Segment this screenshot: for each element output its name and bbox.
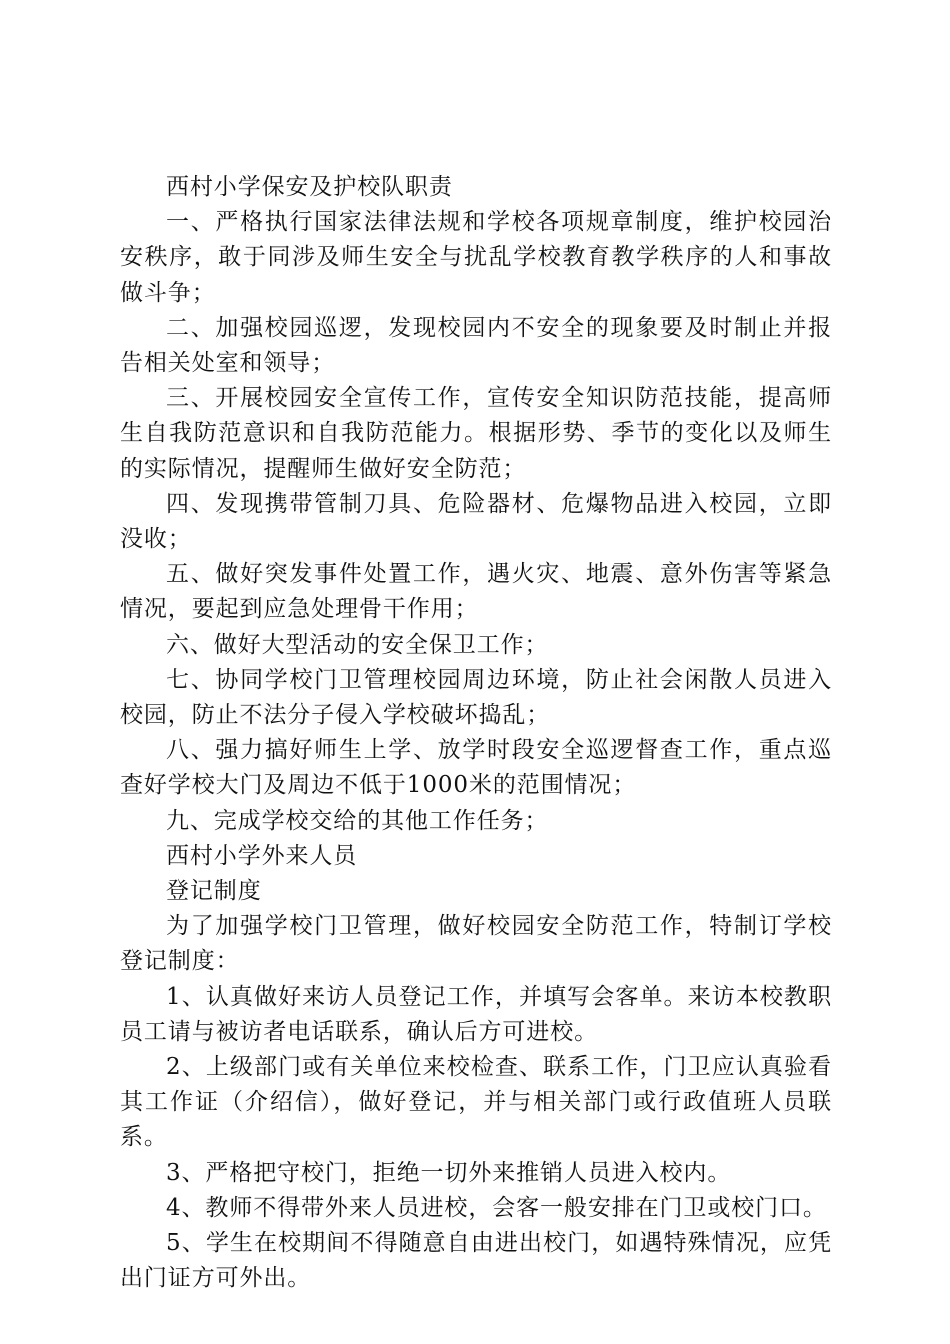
heading-visitor-registration-line1: 西村小学外来人员 — [166, 842, 358, 869]
duty-item-5: 五、做好突发事件处置工作，遇火灾、地震、意外伤害等紧急情况，要起到应急处理骨干作用； — [120, 561, 832, 623]
rule-item-5: 5、学生在校期间不得随意自由进出校门，如遇特殊情况，应凭出门证方可外出。 — [120, 1230, 832, 1292]
registration-intro: 为了加强学校门卫管理，做好校园安全防范工作，特制订学校登记制度： — [120, 913, 832, 975]
duty-item-8: 八、强力搞好师生上学、放学时段安全巡逻督查工作，重点巡查好学校大门及周边不低于1000米的范围情况； — [120, 737, 832, 799]
heading-security-duties: 西村小学保安及护校队职责 — [166, 174, 453, 200]
rule-item-3: 3、严格把守校门，拒绝一切外来推销人员进入校内。 — [166, 1159, 732, 1186]
heading-visitor-registration-line2: 登记制度 — [166, 878, 262, 905]
rule-item-2: 2、上级部门或有关单位来校检查、联系工作，门卫应认真验看其工作证（介绍信），做好登记，并与相关部门或行政值班人员联系。 — [120, 1054, 832, 1151]
duty-item-2: 二、加强校园巡逻，发现校园内不安全的现象要及时制止并报告相关处室和领导； — [120, 314, 832, 377]
duty-item-4: 四、发现携带管制刀具、危险器材、危爆物品进入校园，立即没收； — [120, 490, 832, 553]
duty-item-1: 一、严格执行国家法律法规和学校各项规章制度，维护校园治安秩序，敢于同涉及师生安全与扰乱学校教育教学秩序的人和事故做斗争； — [120, 209, 832, 306]
rule-item-4: 4、教师不得带外来人员进校，会客一般安排在门卫或校门口。 — [166, 1194, 827, 1221]
rule-item-1: 1、认真做好来访人员登记工作，并填写会客单。来访本校教职员工请与被访者电话联系，确认后方可进校。 — [120, 983, 832, 1045]
duty-item-6: 六、做好大型活动的安全保卫工作； — [166, 631, 549, 658]
duty-item-7: 七、协同学校门卫管理校园周边环境，防止社会闲散人员进入校园，防止不法分子侵入学校破坏捣乱； — [120, 666, 832, 729]
document-body — [120, 170, 832, 1297]
duty-item-3: 三、开展校园安全宣传工作，宣传安全知识防范技能，提高师生自我防范意识和自我防范能力。根据形势、季节的变化以及师生的实际情况，提醒师生做好安全防范； — [120, 385, 832, 482]
duty-item-9: 九、完成学校交给的其他工作任务； — [166, 807, 549, 834]
